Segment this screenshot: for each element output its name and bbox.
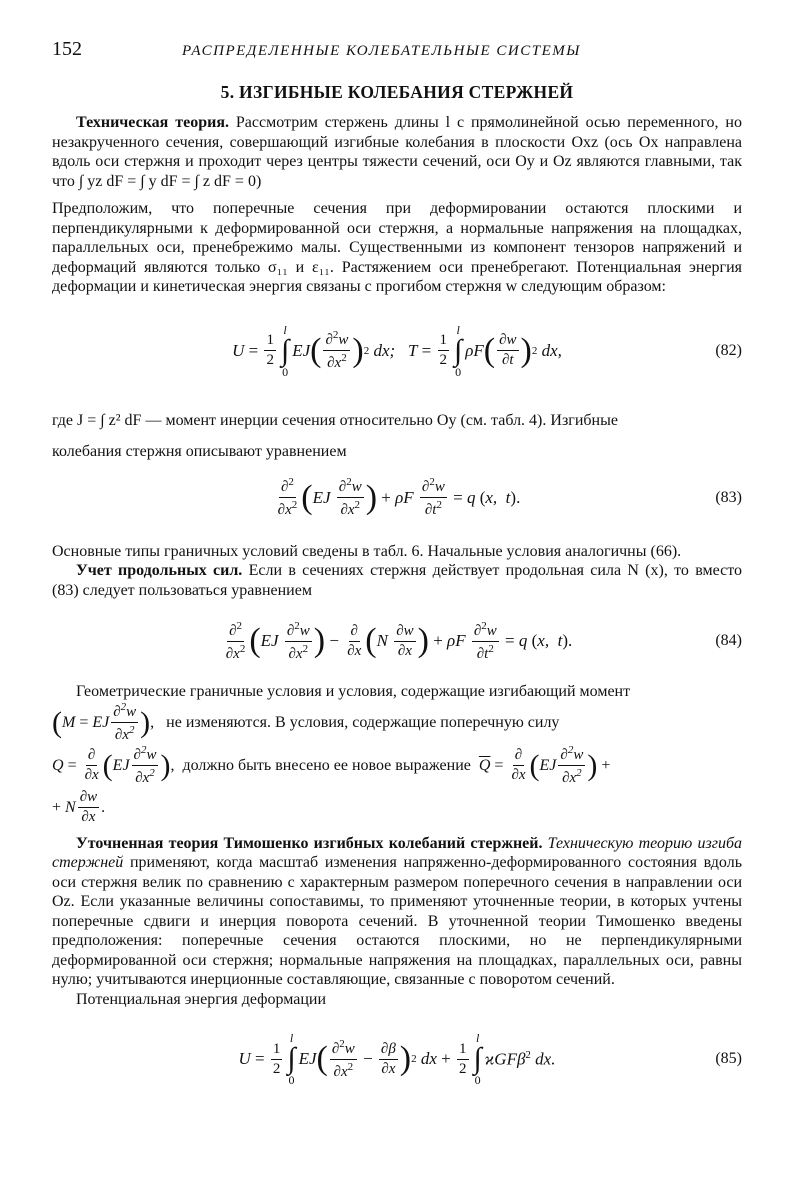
running-header: [52, 38, 742, 68]
paragraph-text: Рассмотрим стержень длины l с прямолинейной осью переменного, но незакрученного сечения, совершающий изгибные колебания в плоскости Oxz (ось Ox направлена вдоль оси стержня и проходит через центры тяжести сечений, оси Oy и Oz являются главными, так что ∫ yz dF = ∫ y dF = ∫ z dF = 0): [52, 114, 742, 190]
paragraph-text: Геометрические граничные условия и условия, содержащие изгибающий момент: [76, 683, 631, 700]
paragraph-text: должно быть внесено ее новое выражение: [182, 756, 471, 774]
paragraph-head: Техническая теория.: [76, 114, 229, 131]
equation-84: $\frac{\partial^2}{\partial x^2}$ ( EJ $\frac{\partial^2w}{\partial x^2}$ ) − $\frac{\partial}{\partial x}$ ( N $\frac{\partial w}{\partial x}$ ) + ρF $\frac{\partial^2w}{\partial t^2}$ = q ( x, t ). (84): [225, 619, 742, 662]
equation-85: U = $\frac{1}{2}$ l ∫ 0 EJ ( $\frac{\partial^2w}{\partial x^2}$ − $\frac{\partial\beta}{\partial x}$ ) 2 dx + $\frac{1}{2}$ l ∫ 0 ϰGFβ$^2$ dx. (85): [238, 1031, 742, 1087]
paragraph-text: Если в сечениях стержня действует продольная сила N (x), то вместо (83) следует пользоваться уравнением: [52, 562, 743, 599]
paragraph-axial-forces: [52, 561, 742, 600]
paragraph-italic: Техническую теорию изгиба стержней: [52, 834, 743, 871]
paragraph-assumptions: Предположим, что поперечные сечения при деформировании остаются плоскими и перпендикулярными к деформированной оси стержня, а нормальные напряжения на площадках, параллельных оси, пренебрежимо малы. Существенными из компонент тензоров напряжений и деформаций являются только σ₁₁ и ε₁₁. Растяжением оси пренебрегают. Потенциальная энергия деформации и кинетическая энергия связаны с прогибом стержня w следующим образом:: [52, 200, 742, 295]
paragraph-technical-theory: [52, 113, 742, 191]
paragraph-timoshenko: [52, 834, 742, 990]
equation-number: (84): [715, 632, 742, 649]
paragraph-text: применяют, когда масштаб изменения напряженно-деформированного состояния вдоль оси стержня велик по сравнению с характерным размером поперечного сечения в направлении оси Oz. Если указанные величины сопоставимы, то применяют уточненные теории, в которых учтены поперечные сдвиги и инерция поворота сечений. В уточненной теории Тимошенко введены предположения: поперечные сечения остаются плоскими, но не перпендикулярными деформированной оси стержня; нормальные напряжения на площадках, параллельных оси, равны нулю; учитываются инерционные составляющие, связанные с поворотом сечений.: [52, 854, 742, 988]
equation-82: U = $\frac{1}{2}$ l ∫ 0 EJ ( $\frac{\partial^2w}{\partial x^2}$ ) 2 dx; T = $\frac{1}{2}$ l ∫ 0 ρF ( $\frac{\partial w}{\partial t}$ ) 2 dx, (82): [232, 322, 742, 379]
paragraph-head: Учет продольных сил.: [76, 562, 243, 579]
paragraph-equation-intro: колебания стержня описывают уравнением: [52, 443, 347, 460]
equation-number: (82): [715, 341, 742, 359]
page-number: 152: [52, 38, 82, 60]
paragraph-head: Уточненная теория Тимошенко изгибных колебаний стержней.: [76, 834, 543, 852]
paragraph-geometric-conditions: [52, 682, 742, 702]
section-title: 5. ИЗГИБНЫЕ КОЛЕБАНИЯ СТЕРЖНЕЙ: [220, 82, 574, 102]
paragraph-potential-energy: Потенциальная энергия деформации: [76, 990, 327, 1008]
page: [52, 38, 742, 1105]
paragraph-text: не изменяются. В условия, содержащие поперечную силу: [166, 713, 560, 731]
paragraph-boundary-conditions: Основные типы граничных условий сведены в табл. 6. Начальные условия аналогичны (66).: [52, 542, 682, 560]
shear-expression-line: Q = $\frac{\partial}{\partial x}$ ( EJ $\frac{\partial^2w}{\partial x^2}$ ) , должно быть внесено ее новое выражение $\overline{Q}$ = $\frac{\partial}{\partial x}$ ( EJ $\frac{\partial^2w}{\partial x^2}$ ) +: [52, 744, 611, 786]
equation-83: $\frac{\partial^2}{\partial x^2}$ ( EJ $\frac{\partial^2w}{\partial x^2}$ ) + ρF $\frac{\partial^2w}{\partial t^2}$ = q ( x, t ). (83): [277, 476, 742, 518]
equation-number: (85): [715, 1050, 742, 1067]
moment-expression-line: ( M = EJ $\frac{\partial^2w}{\partial x^2}$ ) , не изменяются. В условия, содержащие поперечную силу: [52, 701, 560, 743]
paragraph-moment-of-inertia: где J = ∫ z² dF — момент инерции сечения относительно Oy (см. табл. 4). Изгибные: [52, 411, 618, 429]
equation-number: (83): [715, 488, 742, 506]
running-title: РАСПРЕДЕЛЕННЫЕ КОЛЕБАТЕЛЬНЫЕ СИСТЕМЫ: [182, 43, 581, 59]
axial-term-line: + N $\frac{\partial w}{\partial x}$ .: [52, 789, 106, 825]
